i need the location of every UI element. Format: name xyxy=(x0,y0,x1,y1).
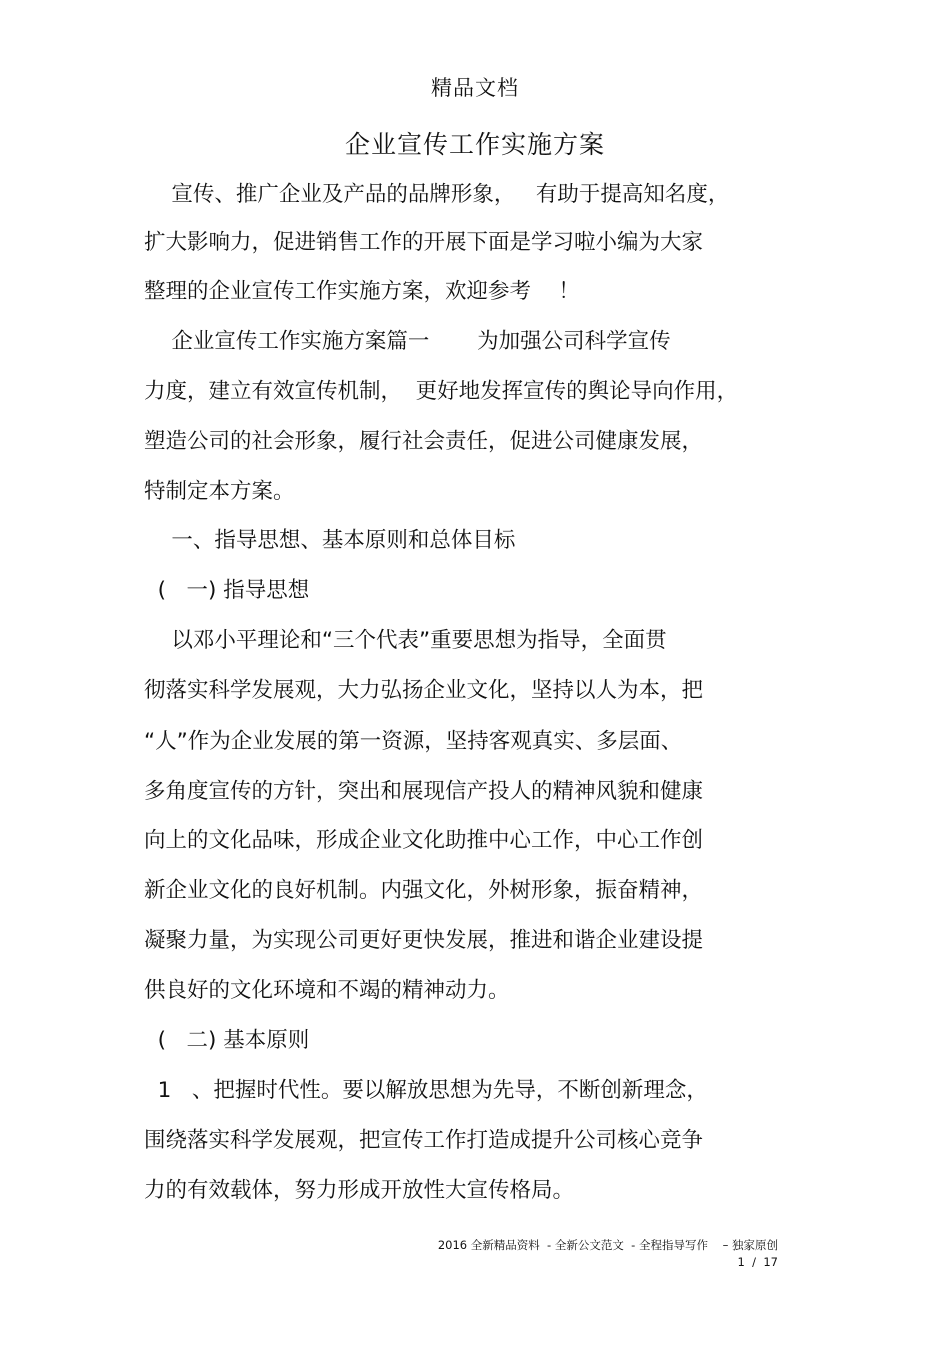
body-line: 向上的文化品味，形成企业文化助推中心工作，中心工作创 xyxy=(144,828,704,853)
body-line: 1 、把握时代性。要以解放思想为先导，不断创新理念， xyxy=(144,1078,708,1103)
body-line: 新企业文化的良好机制。内强文化，外树形象，振奋精神， xyxy=(144,878,704,903)
body-line: 供良好的文化环境和不竭的精神动力。 xyxy=(144,978,510,1003)
page-number: 1 / 17 xyxy=(737,1255,778,1269)
body-line: 围绕落实科学发展观，把宣传工作打造成提升公司核心竞争 xyxy=(144,1128,704,1153)
document-title: 企业宣传工作实施方案 xyxy=(344,130,605,159)
body-line: 宣传、推广企业及产品的品牌形象， 有助于提高知名度， xyxy=(144,182,730,207)
section-heading: 一、指导思想、基本原则和总体目标 xyxy=(144,528,516,553)
page-footer-text: 2016 全新精品资料 - 全新公文范文 - 全程指导写作 – 独家原创 xyxy=(437,1238,778,1252)
body-line: 力的有效载体，努力形成开放性大宣传格局。 xyxy=(144,1178,575,1203)
body-line: 彻落实科学发展观，大力弘扬企业文化，坚持以人为本，把 xyxy=(144,678,704,703)
body-line: 企业宣传工作实施方案篇一 为加强公司科学宣传 xyxy=(144,329,671,354)
body-line: 扩大影响力，促进销售工作的开展下面是学习啦小编为大家 xyxy=(144,230,704,255)
body-line: “人”作为企业发展的第一资源，坚持客观真实、多层面、 xyxy=(144,729,683,754)
body-line: 凝聚力量，为实现公司更好更快发展，推进和谐企业建设提 xyxy=(144,928,704,953)
page-header: 精品文档 xyxy=(431,76,519,100)
body-line: 整理的企业宣传工作实施方案，欢迎参考 ！ xyxy=(144,279,580,304)
body-line: 多角度宣传的方针，突出和展现信产投人的精神风貌和健康 xyxy=(144,779,704,804)
body-line: 特制定本方案。 xyxy=(144,479,295,504)
body-line: 以邓小平理论和“三个代表”重要思想为指导，全面贯 xyxy=(144,628,667,653)
body-line: 塑造公司的社会形象，履行社会责任，促进公司健康发展， xyxy=(144,429,704,454)
subsection-heading: ( 二) 基本原则 xyxy=(144,1028,310,1053)
subsection-heading: ( 一) 指导思想 xyxy=(144,578,310,603)
body-line: 力度，建立有效宣传机制， 更好地发挥宣传的舆论导向作用， xyxy=(144,379,739,404)
